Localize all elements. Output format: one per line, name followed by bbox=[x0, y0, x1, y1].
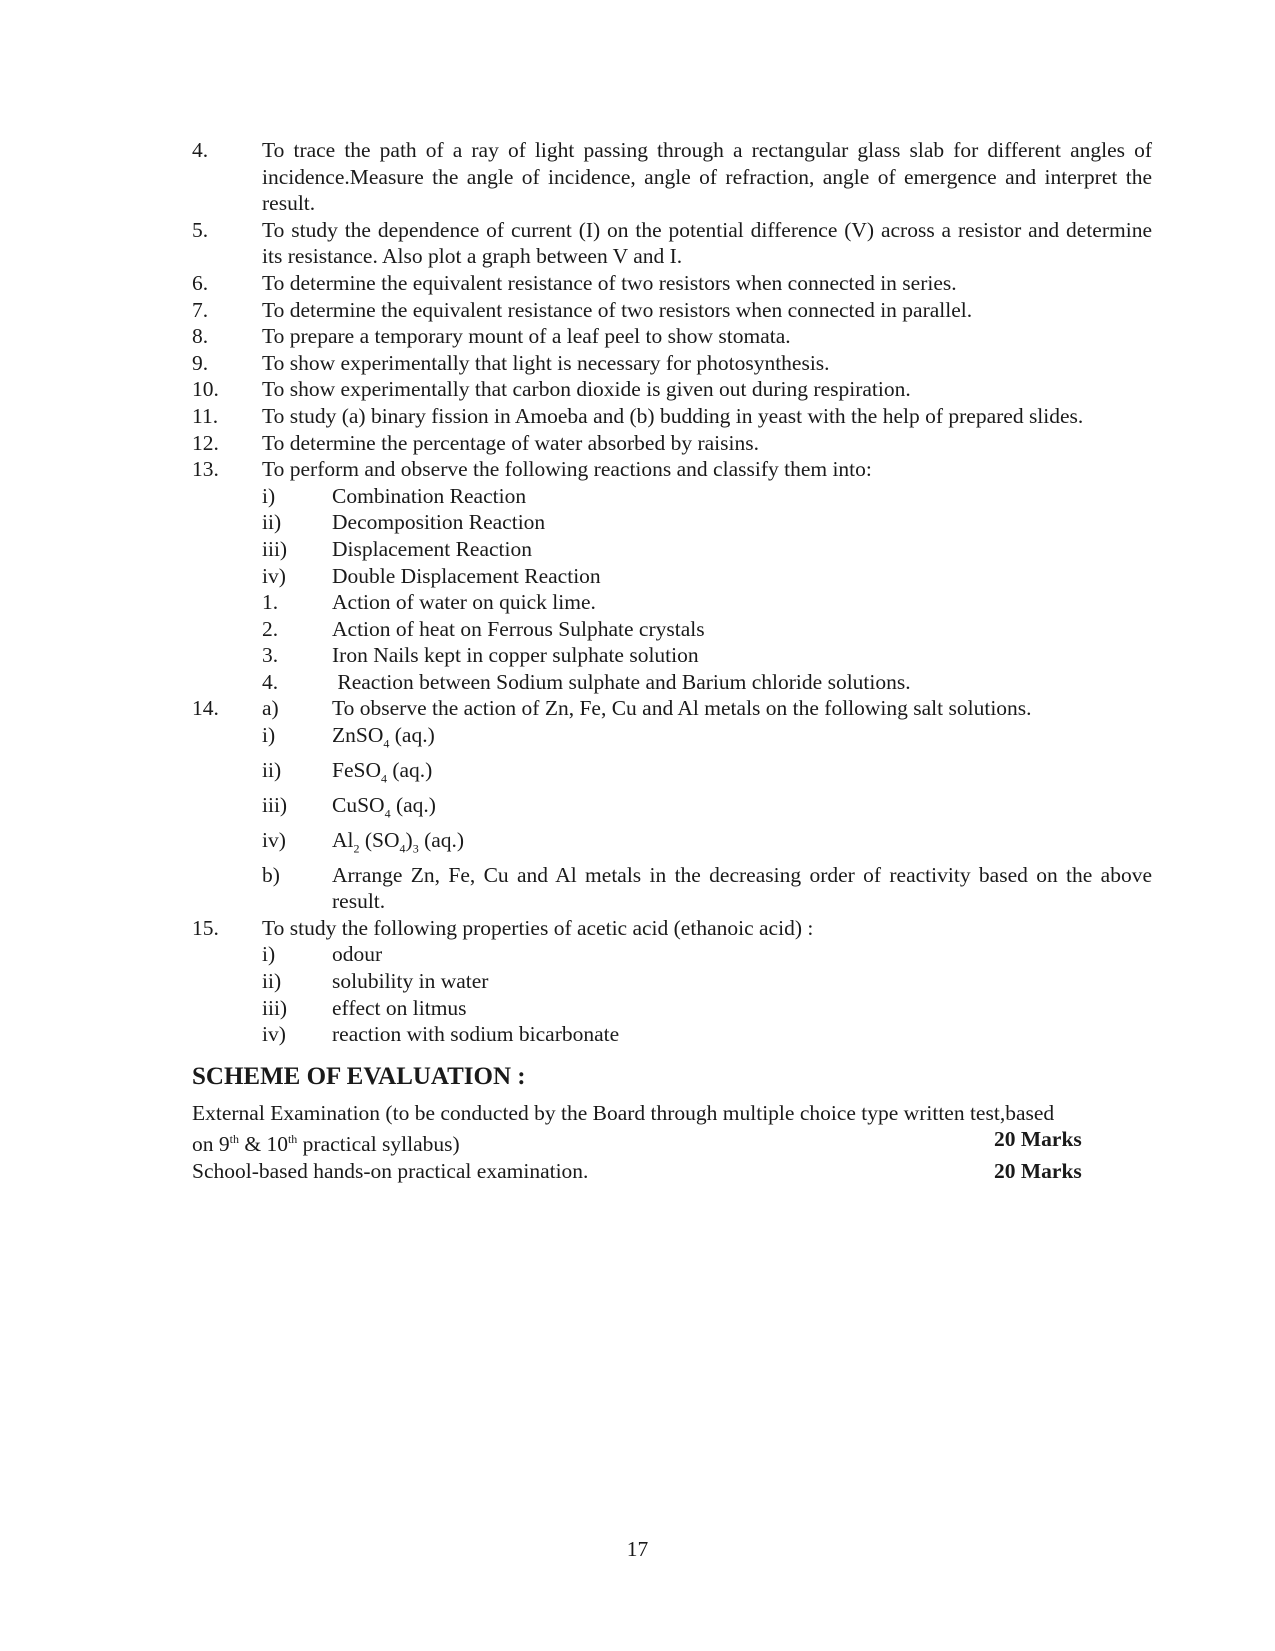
item-number: 6. bbox=[192, 270, 209, 295]
sub-item-label: i) bbox=[262, 942, 276, 967]
list-item bbox=[192, 376, 1152, 403]
item-number: 5. bbox=[192, 217, 209, 242]
sub-item-label: a) bbox=[262, 696, 279, 721]
item-text: To determine the percentage of water absorbed by raisins. bbox=[262, 430, 759, 455]
sub-item-text: Displacement Reaction bbox=[332, 536, 532, 561]
item-text: To study the dependence of current (I) on the potential difference (V) across a resistor and determine its resistance. Also plot a graph between V and I. bbox=[262, 217, 1152, 269]
list-item bbox=[192, 403, 1152, 430]
sub-item-label: iii) bbox=[262, 792, 288, 817]
sub-item bbox=[262, 536, 1152, 563]
item-number: 15. bbox=[192, 915, 219, 940]
item-number: 14. bbox=[192, 696, 219, 721]
sub-item-text: Action of water on quick lime. bbox=[332, 590, 596, 615]
sub-item-text: solubility in water bbox=[332, 969, 489, 993]
item-number: 8. bbox=[192, 324, 209, 349]
sub-item-label: iii) bbox=[262, 995, 288, 1020]
external-exam-marks-row bbox=[192, 1126, 1152, 1158]
sub-item bbox=[262, 862, 1152, 915]
item-number: 13. bbox=[192, 457, 219, 482]
sub-item bbox=[262, 968, 1152, 995]
sub-item-label: ii) bbox=[262, 757, 282, 782]
sub-item bbox=[262, 1021, 1152, 1048]
item-number: 11. bbox=[192, 403, 219, 428]
sub-item-label: 3. bbox=[262, 643, 279, 668]
sub-item-text: Action of heat on Ferrous Sulphate crystals bbox=[332, 616, 705, 641]
sub-item-label: iv) bbox=[262, 1022, 286, 1047]
list-item bbox=[192, 915, 1152, 942]
item-text: To observe the action of Zn, Fe, Cu and Al metals on the following salt solutions. bbox=[332, 696, 1032, 721]
list-item bbox=[192, 137, 1152, 217]
salt-item bbox=[262, 757, 1152, 792]
list-item bbox=[192, 695, 1152, 722]
list-item bbox=[192, 350, 1152, 377]
salt-item bbox=[262, 792, 1152, 827]
item-number: 12. bbox=[192, 430, 219, 455]
item-number: 10. bbox=[192, 377, 219, 402]
list-item bbox=[192, 323, 1152, 350]
sub-item-text: Combination Reaction bbox=[332, 483, 527, 508]
item-text: To study the following properties of acetic acid (ethanoic acid) : bbox=[262, 915, 814, 940]
sub-item bbox=[262, 483, 1152, 510]
list-item bbox=[192, 270, 1152, 297]
external-exam-line: External Examination (to be conducted by the Board through multiple choice type written test,based bbox=[192, 1100, 1055, 1125]
sub-item-label: ii) bbox=[262, 969, 282, 993]
item-number: 4. bbox=[192, 138, 209, 162]
school-exam-marks-row bbox=[192, 1158, 1152, 1185]
sub-item-label: 2. bbox=[262, 616, 279, 641]
sub-item-text: Iron Nails kept in copper sulphate solution bbox=[332, 643, 699, 668]
sub-item bbox=[262, 509, 1152, 536]
item-text: To show experimentally that light is necessary for photosynthesis. bbox=[262, 350, 830, 375]
school-exam-text: School-based hands-on practical examination. bbox=[192, 1159, 589, 1184]
sub-item-label: iv) bbox=[262, 827, 286, 852]
list-item bbox=[192, 456, 1152, 483]
sub-item-label: b) bbox=[262, 862, 280, 887]
list-item bbox=[192, 430, 1152, 457]
sub-item bbox=[262, 669, 1152, 696]
sub-item-label: i) bbox=[262, 723, 276, 748]
sub-item-text: Arrange Zn, Fe, Cu and Al metals in the decreasing order of reactivity based on the above result. bbox=[332, 862, 1152, 914]
sub-item-label: 1. bbox=[262, 590, 279, 615]
sub-item-text: reaction with sodium bicarbonate bbox=[332, 1022, 620, 1047]
item-text: To perform and observe the following reactions and classify them into: bbox=[262, 457, 872, 482]
sub-item bbox=[262, 616, 1152, 643]
sub-item-label: i) bbox=[262, 483, 276, 508]
salt-formula: CuSO$_4$ (aq.) bbox=[332, 792, 436, 821]
item-text: To show experimentally that carbon dioxide is given out during respiration. bbox=[262, 377, 911, 402]
sub-item-label: 4. bbox=[262, 669, 279, 694]
sub-item-text: Decomposition Reaction bbox=[332, 510, 546, 535]
sub-item bbox=[262, 941, 1152, 968]
sub-item bbox=[262, 563, 1152, 590]
item-text: To prepare a temporary mount of a leaf peel to show stomata. bbox=[262, 324, 791, 349]
salt-formula: ZnSO$_4$ (aq.) bbox=[332, 723, 435, 751]
salt-formula: FeSO$_4$ (aq.) bbox=[332, 757, 433, 786]
sub-item bbox=[262, 642, 1152, 669]
school-marks: 20 Marks bbox=[994, 1159, 1082, 1184]
sub-item-text: effect on litmus bbox=[332, 995, 467, 1020]
item-text: To study (a) binary fission in Amoeba and (b) budding in yeast with the help of prepared slides. bbox=[262, 403, 1084, 428]
item-number: 9. bbox=[192, 350, 209, 375]
item-text: To determine the equivalent resistance of two resistors when connected in series. bbox=[262, 270, 957, 295]
page-content bbox=[192, 137, 1152, 1185]
section-heading: SCHEME OF EVALUATION : bbox=[192, 1062, 526, 1090]
item-number: 7. bbox=[192, 297, 209, 322]
sub-item-text: Reaction between Sodium sulphate and Barium chloride solutions. bbox=[332, 669, 911, 694]
sub-item-label: ii) bbox=[262, 510, 282, 535]
sub-item-text: odour bbox=[332, 942, 383, 967]
external-marks: 20 Marks bbox=[994, 1127, 1082, 1152]
sub-item-label: iii) bbox=[262, 536, 288, 561]
salt-item bbox=[262, 722, 1152, 757]
sub-item-text: Double Displacement Reaction bbox=[332, 563, 601, 588]
salt-formula: $Al_2$ $(SO_4)_3$ (aq.) bbox=[332, 827, 465, 856]
sub-item-label: iv) bbox=[262, 563, 286, 588]
list-item bbox=[192, 217, 1152, 270]
page-number: 17 bbox=[626, 1537, 649, 1561]
external-exam-text: on 9th & 10th practical syllabus) bbox=[192, 1132, 460, 1157]
sub-item bbox=[262, 589, 1152, 616]
list-item bbox=[192, 297, 1152, 324]
salt-item bbox=[262, 827, 1152, 862]
item-text: To trace the path of a ray of light passing through a rectangular glass slab for different angles of incidence.Measure the angle of incidence, angle of refraction, angle of emergence and interpret the result. bbox=[262, 138, 1152, 216]
sub-item bbox=[262, 995, 1152, 1022]
item-text: To determine the equivalent resistance of two resistors when connected in parallel. bbox=[262, 297, 973, 322]
